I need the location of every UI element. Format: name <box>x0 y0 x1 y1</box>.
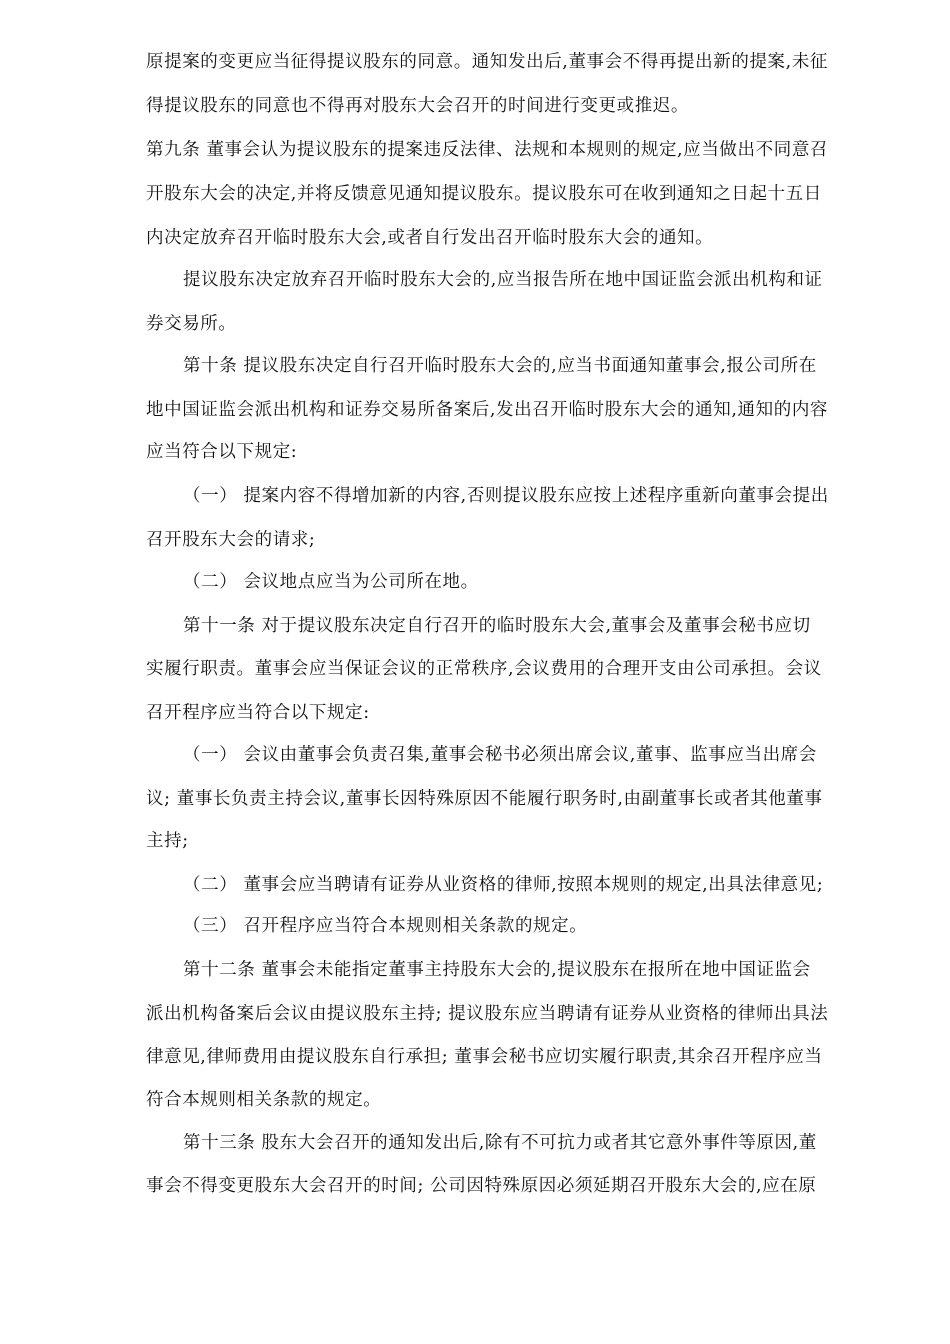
text-line: 实履行职责。董事会应当保证会议的正常秩序,会议费用的合理开支由公司承担。会议 <box>146 659 822 679</box>
list-item-line: （一） 会议由董事会负责召集,董事会秘书必须出席会议,董事、监事应当出席会 <box>183 745 817 765</box>
article-12-heading-line: 第十二条 董事会未能指定董事主持股东大会的,提议股东在报所在地中国证监会 <box>183 960 811 980</box>
text-line: 事会不得变更股东大会召开的时间; 公司因特殊原因必须延期召开股东大会的,应在原 <box>146 1176 817 1196</box>
text-line: 主持; <box>146 831 189 851</box>
text-line: 议; 董事长负责主持会议,董事长因特殊原因不能履行职务时,由副董事长或者其他董事 <box>146 789 823 809</box>
text-line: 派出机构备案后会议由提议股东主持; 提议股东应当聘请有证券从业资格的律师出具法 <box>146 1004 829 1024</box>
text-line: 召开程序应当符合以下规定: <box>146 703 370 723</box>
list-item-line: （一） 提案内容不得增加新的内容,否则提议股东应按上述程序重新向董事会提出 <box>183 486 829 506</box>
text-line: 开股东大会的决定,并将反馈意见通知提议股东。提议股东可在收到通知之日起十五日 <box>146 184 822 204</box>
article-13-heading-line: 第十三条 股东大会召开的通知发出后,除有不可抗力或者其它意外事件等原因,董 <box>183 1133 817 1153</box>
article-11-heading-line: 第十一条 对于提议股东决定自行召开的临时股东大会,董事会及董事会秘书应切 <box>183 616 811 636</box>
text-line: 原提案的变更应当征得提议股东的同意。通知发出后,董事会不得再提出新的提案,未征 <box>146 52 829 72</box>
text-line: 地中国证监会派出机构和证券交易所备案后,发出召开临时股东大会的通知,通知的内容 <box>146 400 829 420</box>
paragraph-first-line: 提议股东决定放弃召开临时股东大会的,应当报告所在地中国证监会派出机构和证 <box>183 270 823 290</box>
text-line: 律意见,律师费用由提议股东自行承担; 董事会秘书应切实履行职责,其余召开程序应当 <box>146 1047 823 1067</box>
list-item-line: （二） 会议地点应当为公司所在地。 <box>183 572 479 592</box>
text-line: 内决定放弃召开临时股东大会,或者自行发出召开临时股东大会的通知。 <box>146 228 714 248</box>
list-item-line: （二） 董事会应当聘请有证券从业资格的律师,按照本规则的规定,出具法律意见; <box>183 875 824 895</box>
text-line: 应当符合以下规定: <box>146 442 298 462</box>
article-10-heading-line: 第十条 提议股东决定自行召开临时股东大会的,应当书面通知董事会,报公司所在 <box>183 356 817 376</box>
article-9-heading-line: 第九条 董事会认为提议股东的提案违反法律、法规和本规则的规定,应当做出不同意召 <box>146 140 829 160</box>
text-line: 得提议股东的同意也不得再对股东大会召开的时间进行变更或推迟。 <box>146 96 689 116</box>
text-line: 券交易所。 <box>146 314 237 334</box>
text-line: 召开股东大会的请求; <box>146 530 316 550</box>
list-item-line: （三） 召开程序应当符合本规则相关条款的规定。 <box>183 916 588 936</box>
text-line: 符合本规则相关条款的规定。 <box>146 1090 382 1110</box>
